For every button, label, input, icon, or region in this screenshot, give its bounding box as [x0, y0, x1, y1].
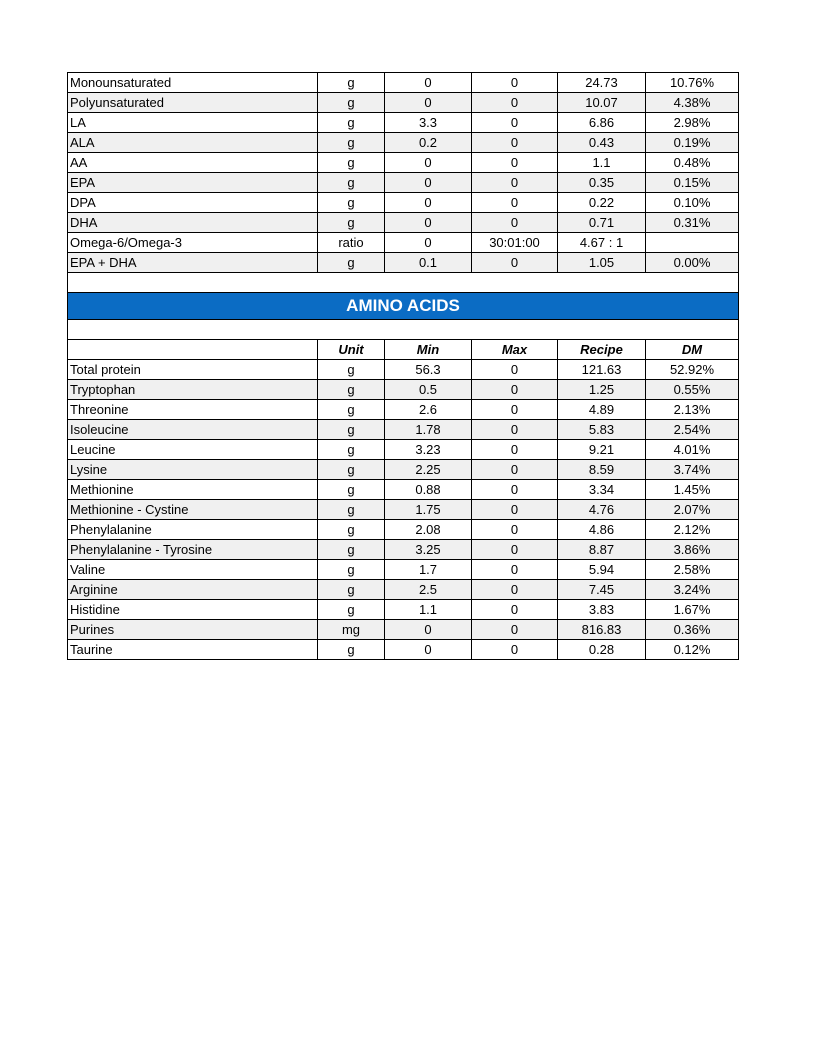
table-row — [68, 520, 739, 540]
cell-recipe: 5.94 — [558, 560, 646, 580]
cell-dm: 0.19% — [646, 133, 739, 153]
cell-recipe: 0.43 — [558, 133, 646, 153]
cell-dm: 2.54% — [646, 420, 739, 440]
cell-min: 1.7 — [385, 560, 472, 580]
cell-max: 0 — [472, 520, 558, 540]
cell-unit: g — [318, 600, 385, 620]
cell-recipe: 0.22 — [558, 193, 646, 213]
table-row — [68, 73, 739, 93]
cell-dm: 3.86% — [646, 540, 739, 560]
cell-name: Purines — [68, 620, 318, 640]
cell-unit: g — [318, 640, 385, 660]
cell-max: 0 — [472, 380, 558, 400]
cell-unit: g — [318, 153, 385, 173]
cell-recipe: 4.86 — [558, 520, 646, 540]
cell-unit: g — [318, 520, 385, 540]
cell-name: Valine — [68, 560, 318, 580]
cell-min: 0.88 — [385, 480, 472, 500]
cell-recipe: 24.73 — [558, 73, 646, 93]
cell-min: 0 — [385, 213, 472, 233]
cell-recipe: 6.86 — [558, 113, 646, 133]
column-header-row — [68, 340, 739, 360]
cell-dm: 0.00% — [646, 253, 739, 273]
cell-name: Leucine — [68, 440, 318, 460]
cell-unit: g — [318, 213, 385, 233]
cell-unit: mg — [318, 620, 385, 640]
cell-unit: g — [318, 460, 385, 480]
cell-min: 0 — [385, 73, 472, 93]
cell-recipe: 0.71 — [558, 213, 646, 233]
table-row — [68, 380, 739, 400]
cell-min: 1.78 — [385, 420, 472, 440]
table-row — [68, 560, 739, 580]
cell-unit: g — [318, 500, 385, 520]
amino-acids-section — [68, 273, 739, 360]
cell-min: 0.5 — [385, 380, 472, 400]
cell-max: 0 — [472, 253, 558, 273]
cell-recipe: 121.63 — [558, 360, 646, 380]
cell-max: 0 — [472, 213, 558, 233]
table-row — [68, 173, 739, 193]
header-max: Max — [472, 340, 558, 360]
table-row — [68, 500, 739, 520]
header-min: Min — [385, 340, 472, 360]
header-unit: Unit — [318, 340, 385, 360]
cell-name: Lysine — [68, 460, 318, 480]
cell-name: LA — [68, 113, 318, 133]
table-row — [68, 400, 739, 420]
table-row — [68, 640, 739, 660]
cell-name: Phenylalanine - Tyrosine — [68, 540, 318, 560]
cell-min: 3.25 — [385, 540, 472, 560]
cell-max: 0 — [472, 73, 558, 93]
cell-name: EPA + DHA — [68, 253, 318, 273]
cell-min: 3.23 — [385, 440, 472, 460]
header-name — [68, 340, 318, 360]
cell-dm: 2.07% — [646, 500, 739, 520]
table-row — [68, 360, 739, 380]
cell-dm: 0.31% — [646, 213, 739, 233]
cell-max: 0 — [472, 560, 558, 580]
cell-recipe: 4.67 : 1 — [558, 233, 646, 253]
table-row — [68, 93, 739, 113]
cell-min: 2.25 — [385, 460, 472, 480]
cell-name: EPA — [68, 173, 318, 193]
cell-unit: g — [318, 360, 385, 380]
cell-dm: 1.67% — [646, 600, 739, 620]
nutrient-spreadsheet — [67, 72, 738, 660]
cell-unit: g — [318, 580, 385, 600]
cell-recipe: 9.21 — [558, 440, 646, 460]
table-row — [68, 620, 739, 640]
table-row — [68, 460, 739, 480]
header-recipe: Recipe — [558, 340, 646, 360]
spacer-row — [68, 273, 739, 293]
cell-dm: 10.76% — [646, 73, 739, 93]
table-row — [68, 153, 739, 173]
cell-min: 1.75 — [385, 500, 472, 520]
cell-dm: 0.12% — [646, 640, 739, 660]
cell-name: Threonine — [68, 400, 318, 420]
cell-dm: 2.58% — [646, 560, 739, 580]
cell-unit: g — [318, 113, 385, 133]
cell-unit: g — [318, 420, 385, 440]
cell-max: 30:01:00 — [472, 233, 558, 253]
section-banner — [68, 293, 739, 320]
table-row — [68, 420, 739, 440]
cell-dm: 1.45% — [646, 480, 739, 500]
cell-dm: 0.15% — [646, 173, 739, 193]
cell-dm: 0.48% — [646, 153, 739, 173]
table-row — [68, 580, 739, 600]
cell-unit: g — [318, 93, 385, 113]
cell-name: Omega-6/Omega-3 — [68, 233, 318, 253]
table-row — [68, 213, 739, 233]
cell-name: DHA — [68, 213, 318, 233]
cell-unit: g — [318, 133, 385, 153]
cell-dm: 3.24% — [646, 580, 739, 600]
cell-recipe: 4.76 — [558, 500, 646, 520]
cell-name: DPA — [68, 193, 318, 213]
cell-max: 0 — [472, 480, 558, 500]
cell-recipe: 8.87 — [558, 540, 646, 560]
cell-dm: 2.13% — [646, 400, 739, 420]
cell-max: 0 — [472, 193, 558, 213]
cell-min: 1.1 — [385, 600, 472, 620]
cell-name: Isoleucine — [68, 420, 318, 440]
cell-name: Methionine — [68, 480, 318, 500]
cell-max: 0 — [472, 580, 558, 600]
cell-name: Monounsaturated — [68, 73, 318, 93]
cell-max: 0 — [472, 500, 558, 520]
cell-name: Methionine - Cystine — [68, 500, 318, 520]
cell-recipe: 1.25 — [558, 380, 646, 400]
table-row — [68, 480, 739, 500]
cell-unit: g — [318, 193, 385, 213]
nutrient-table — [67, 72, 739, 660]
cell-max: 0 — [472, 620, 558, 640]
cell-name: Total protein — [68, 360, 318, 380]
cell-max: 0 — [472, 360, 558, 380]
section-title: AMINO ACIDS — [68, 293, 739, 320]
cell-min: 0.1 — [385, 253, 472, 273]
spacer-row — [68, 320, 739, 340]
cell-max: 0 — [472, 540, 558, 560]
cell-name: Tryptophan — [68, 380, 318, 400]
cell-unit: g — [318, 480, 385, 500]
cell-max: 0 — [472, 600, 558, 620]
cell-name: Taurine — [68, 640, 318, 660]
cell-max: 0 — [472, 113, 558, 133]
cell-recipe: 4.89 — [558, 400, 646, 420]
cell-recipe: 3.34 — [558, 480, 646, 500]
cell-unit: g — [318, 440, 385, 460]
cell-unit: g — [318, 540, 385, 560]
cell-dm: 0.36% — [646, 620, 739, 640]
cell-dm: 2.98% — [646, 113, 739, 133]
table-row — [68, 133, 739, 153]
table-row — [68, 253, 739, 273]
table-row — [68, 540, 739, 560]
cell-unit: g — [318, 173, 385, 193]
cell-max: 0 — [472, 640, 558, 660]
cell-min: 0 — [385, 193, 472, 213]
table-row — [68, 440, 739, 460]
cell-recipe: 8.59 — [558, 460, 646, 480]
cell-name: Polyunsaturated — [68, 93, 318, 113]
cell-dm — [646, 233, 739, 253]
cell-unit: ratio — [318, 233, 385, 253]
cell-min: 0 — [385, 153, 472, 173]
cell-recipe: 1.1 — [558, 153, 646, 173]
cell-min: 2.08 — [385, 520, 472, 540]
cell-dm: 2.12% — [646, 520, 739, 540]
cell-max: 0 — [472, 133, 558, 153]
cell-dm: 4.01% — [646, 440, 739, 460]
cell-recipe: 5.83 — [558, 420, 646, 440]
cell-dm: 0.55% — [646, 380, 739, 400]
cell-max: 0 — [472, 440, 558, 460]
cell-max: 0 — [472, 460, 558, 480]
cell-unit: g — [318, 380, 385, 400]
cell-max: 0 — [472, 420, 558, 440]
cell-name: Arginine — [68, 580, 318, 600]
cell-name: Histidine — [68, 600, 318, 620]
cell-name: AA — [68, 153, 318, 173]
cell-max: 0 — [472, 153, 558, 173]
cell-dm: 3.74% — [646, 460, 739, 480]
cell-min: 56.3 — [385, 360, 472, 380]
cell-min: 0 — [385, 620, 472, 640]
cell-min: 0 — [385, 173, 472, 193]
cell-recipe: 7.45 — [558, 580, 646, 600]
cell-max: 0 — [472, 93, 558, 113]
header-dm: DM — [646, 340, 739, 360]
cell-dm: 0.10% — [646, 193, 739, 213]
cell-unit: g — [318, 400, 385, 420]
cell-min: 2.5 — [385, 580, 472, 600]
cell-recipe: 1.05 — [558, 253, 646, 273]
cell-recipe: 816.83 — [558, 620, 646, 640]
table-row — [68, 113, 739, 133]
cell-recipe: 0.28 — [558, 640, 646, 660]
cell-recipe: 0.35 — [558, 173, 646, 193]
cell-min: 0 — [385, 93, 472, 113]
cell-min: 0 — [385, 640, 472, 660]
cell-name: Phenylalanine — [68, 520, 318, 540]
cell-unit: g — [318, 253, 385, 273]
cell-recipe: 3.83 — [558, 600, 646, 620]
cell-dm: 52.92% — [646, 360, 739, 380]
cell-unit: g — [318, 560, 385, 580]
cell-recipe: 10.07 — [558, 93, 646, 113]
cell-min: 0.2 — [385, 133, 472, 153]
cell-min: 0 — [385, 233, 472, 253]
table-row — [68, 600, 739, 620]
fatty-acids-rows — [68, 73, 739, 273]
cell-min: 2.6 — [385, 400, 472, 420]
cell-max: 0 — [472, 173, 558, 193]
cell-min: 3.3 — [385, 113, 472, 133]
table-row — [68, 233, 739, 253]
cell-dm: 4.38% — [646, 93, 739, 113]
table-row — [68, 193, 739, 213]
cell-unit: g — [318, 73, 385, 93]
cell-name: ALA — [68, 133, 318, 153]
cell-max: 0 — [472, 400, 558, 420]
amino-acids-rows — [68, 360, 739, 660]
